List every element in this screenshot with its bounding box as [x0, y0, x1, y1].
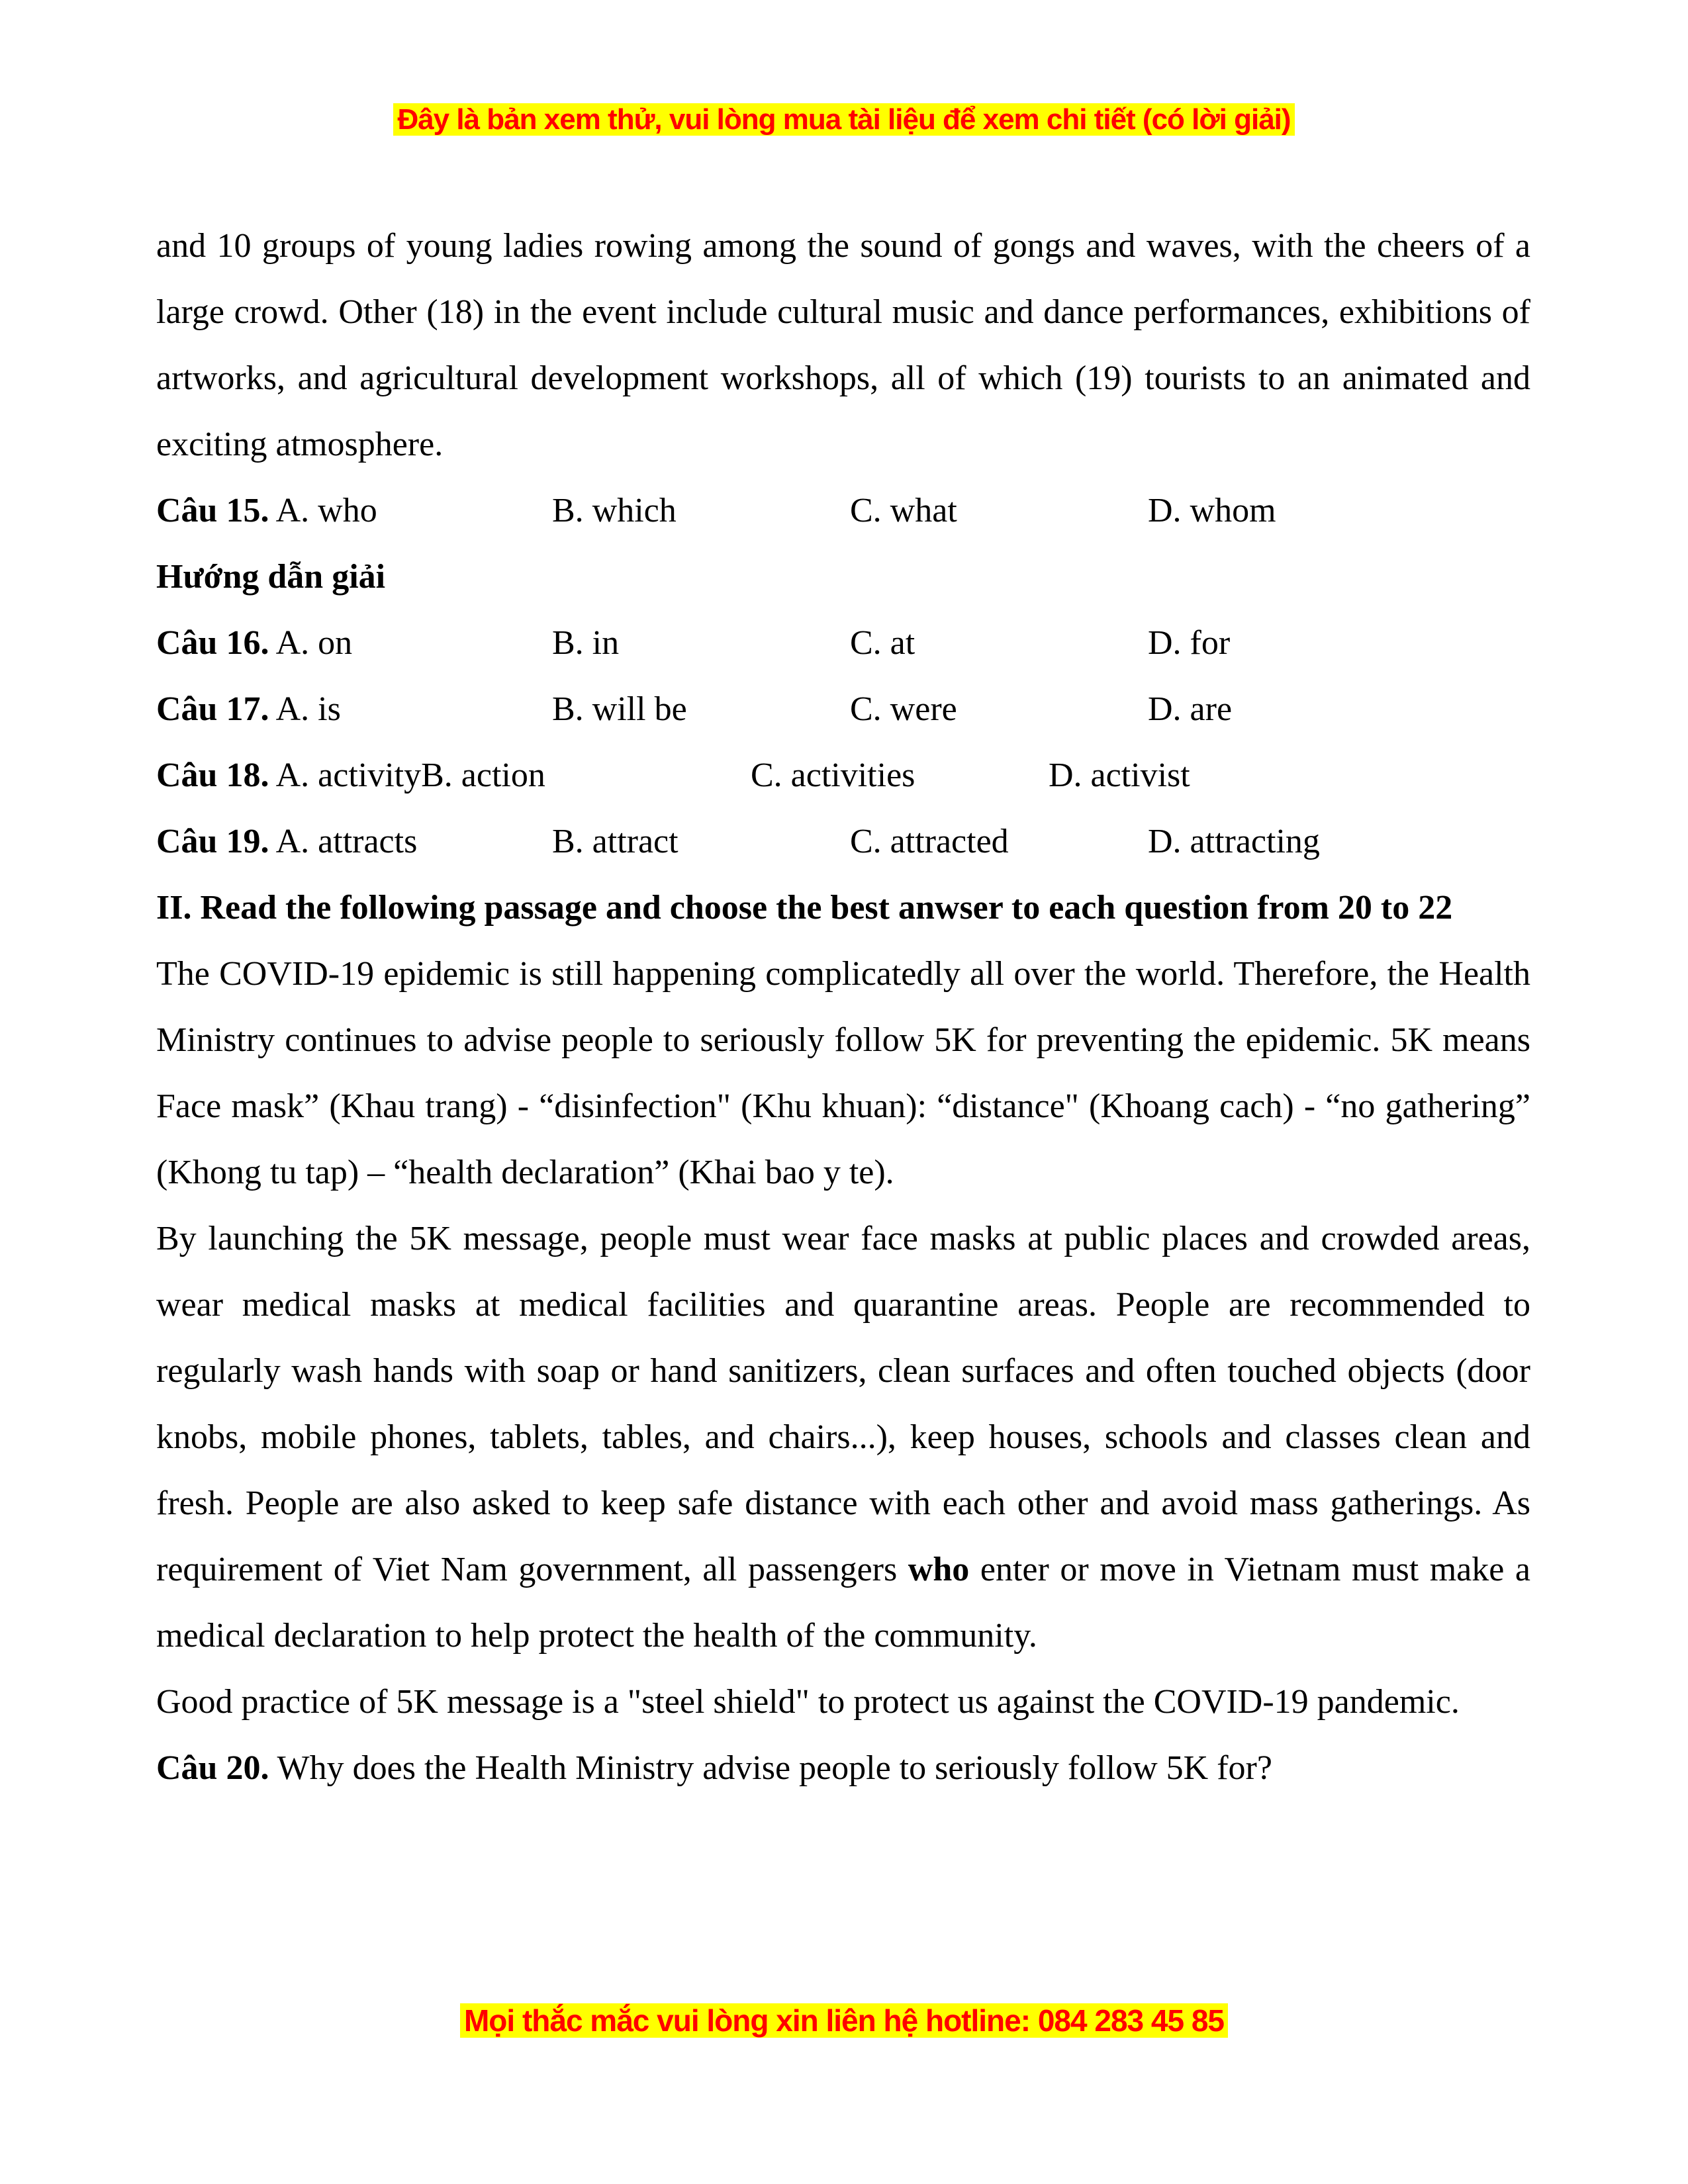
passage-continuation: and 10 groups of young ladies rowing among the sound of gongs and waves, with the cheers of a large crowd. Other (18) in the event include cultural music and dance performances, exhibitions of artworks, and agricultural development workshops, all of which (19) tourists to an animated and exciting atmosphere. — [156, 227, 1530, 463]
question-label: Câu 18. — [156, 756, 269, 794]
hotline-banner — [0, 2000, 1688, 2041]
question-18 — [156, 743, 1530, 809]
question-label: Câu 15. — [156, 492, 269, 529]
question-16 — [156, 610, 1530, 676]
option-d: D. for — [1148, 624, 1231, 662]
option-c: C. activities — [751, 756, 915, 794]
question-label: Câu 20. — [156, 1749, 269, 1787]
question-19 — [156, 809, 1530, 875]
option-c: C. at — [850, 624, 915, 662]
question-label: Câu 19. — [156, 823, 269, 860]
highlighted-word: who — [908, 1551, 970, 1588]
question-17 — [156, 676, 1530, 743]
option-a: A. who — [275, 492, 377, 529]
option-d: D. whom — [1148, 492, 1276, 529]
section-2-heading: II. Read the following passage and choose the best anwser to each question from 20 to 22 — [156, 889, 1453, 927]
hotline-text: Mọi thắc mắc vui lòng xin liên hệ hotline: 084 283 45 85 — [460, 2003, 1228, 2038]
option-b: B. will be — [552, 690, 687, 728]
option-d: D. attracting — [1148, 823, 1320, 860]
document-body — [156, 213, 1530, 1801]
question-text: Why does the Health Ministry advise people to seriously follow 5K for? — [277, 1749, 1272, 1787]
option-a: A. attracts — [275, 823, 418, 860]
option-a: A. is — [275, 690, 341, 728]
passage-paragraph-3: Good practice of 5K message is a "steel shield" to protect us against the COVID-19 pandemic. — [156, 1683, 1460, 1721]
solution-guide-heading: Hướng dẫn giải — [156, 558, 386, 596]
question-label: Câu 17. — [156, 690, 269, 728]
option-c: C. were — [850, 690, 957, 728]
option-a: A. on — [275, 624, 353, 662]
preview-notice-banner — [0, 99, 1688, 140]
question-15 — [156, 478, 1530, 544]
option-a-b: A. activityB. action — [275, 756, 545, 794]
question-label: Câu 16. — [156, 624, 269, 662]
passage-paragraph-2: By launching the 5K message, people must wear face masks at public places and crowded areas, wear medical masks at medical facilities and quarantine areas. People are recommended to regularly wash hands with soap or hand sanitizers, clean surfaces and often touched objects (door knobs, mobile phones, tablets, tables, and chairs...), keep houses, schools and classes clean and fresh. People are also asked to keep safe distance with each other and avoid mass gatherings. As requirement of Viet Nam government, all passengers who enter or move in Vietnam must make a medical declaration to help protect the health of the community. — [156, 1220, 1530, 1655]
option-b: B. attract — [552, 823, 679, 860]
option-c: C. what — [850, 492, 957, 529]
option-b: B. in — [552, 624, 620, 662]
passage-paragraph-1: The COVID-19 epidemic is still happening complicatedly all over the world. Therefore, the Health Ministry continues to advise people to seriously follow 5K for preventing the epidemic. 5K means Face mask” (Khau trang) - “disinfection" (Khu khuan): “distance" (Khoang cach) - “no gathering” (Khong tu tap) – “health declaration” (Khai bao y te). — [156, 955, 1530, 1191]
preview-notice-text: Đây là bản xem thử, vui lòng mua tài liệu để xem chi tiết (có lời giải) — [393, 103, 1294, 136]
question-20 — [156, 1735, 1530, 1801]
option-c: C. attracted — [850, 823, 1009, 860]
option-d: D. activist — [1049, 756, 1190, 794]
option-d: D. are — [1148, 690, 1233, 728]
option-b: B. which — [552, 492, 677, 529]
